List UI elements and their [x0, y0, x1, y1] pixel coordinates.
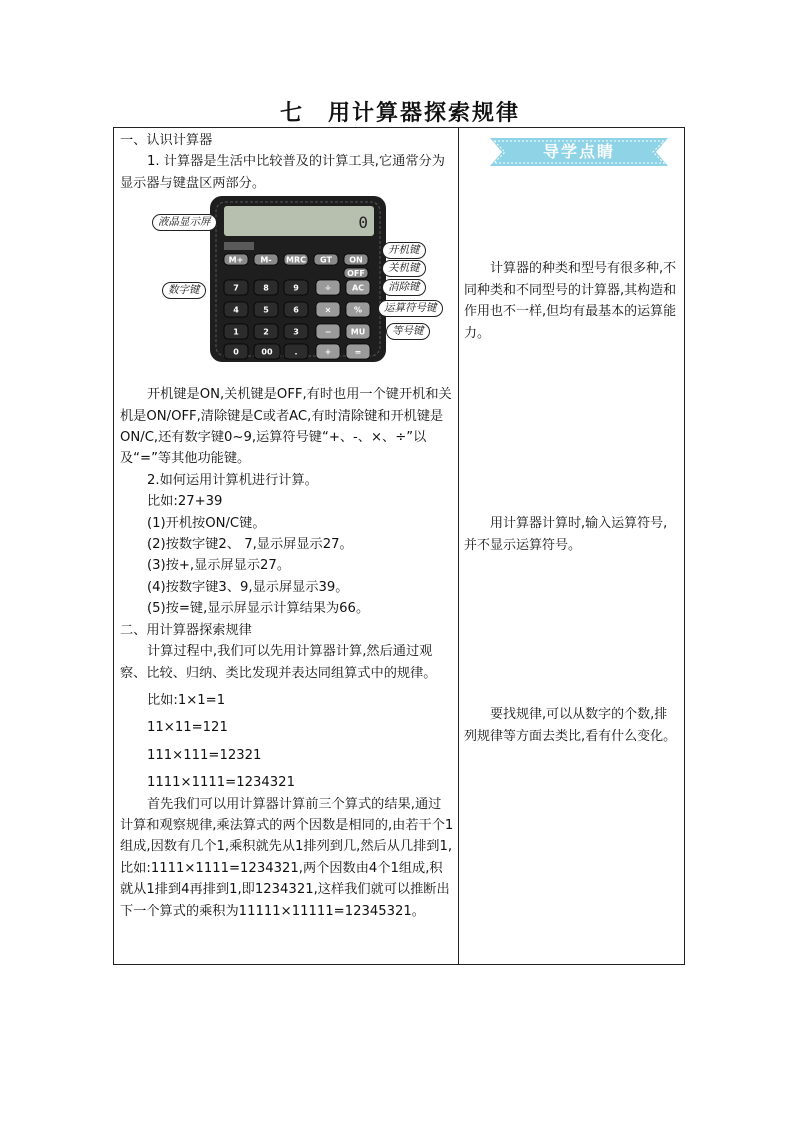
- key-2-1: [254, 324, 278, 339]
- svg-text:×: ×: [324, 305, 332, 315]
- svg-text:GT: GT: [320, 255, 332, 265]
- key-2-3: [316, 324, 340, 339]
- svg-text:%: %: [353, 305, 363, 315]
- svg-text:−: −: [324, 327, 332, 337]
- column-divider: [458, 128, 459, 964]
- banner-title: 导学点睛: [542, 142, 615, 161]
- section2-heading: 二、用计算器探索规律: [120, 622, 252, 638]
- svg-text:MU: MU: [350, 327, 366, 337]
- key-2-4: [346, 324, 370, 339]
- callout-equals: 等号键: [386, 323, 430, 340]
- step-4: (4)按数字键3、9,显示屏显示39。: [147, 579, 349, 595]
- page-title: 七 用计算器探索规律: [279, 101, 520, 126]
- step-1: (1)开机按ON/C键。: [147, 515, 266, 531]
- svg-text:8: 8: [263, 283, 269, 293]
- svg-text:6: 6: [293, 305, 299, 315]
- key-2-0: [224, 324, 248, 339]
- key-1-4: [346, 302, 370, 317]
- key-0-4: [346, 280, 370, 295]
- note-find-pattern: 要找规律,可以从数字的个数,排列规律等方面去类比,看有什么变化。: [464, 707, 677, 744]
- svg-text:M+: M+: [228, 255, 244, 265]
- section1-heading: 一、认识计算器: [120, 133, 213, 148]
- note-operator-display: 用计算器计算时,输入运算符号,并不显示运算符号。: [464, 516, 668, 553]
- note-calculator-types: 计算器的种类和型号有很多种,不同种类和不同型号的计算器,其构造和作用也不一样,但均有最基本的运算能力。: [464, 261, 677, 341]
- svg-text:1: 1: [233, 327, 239, 337]
- step-5: (5)按=键,显示屏显示计算结果为66。: [147, 601, 370, 617]
- display-value: 0: [358, 213, 368, 233]
- svg-text:4: 4: [233, 305, 239, 315]
- svg-text:+: +: [324, 347, 332, 357]
- keys-description: 开机键是ON,关机键是OFF,有时也用一个键开机和关机是ON/OFF,清除键是C或者AC,有时清除键和开机键是ON/C,还有数字键0~9,运算符号键“+、-、×、÷”以及“=”等其他功能键。: [120, 387, 452, 467]
- calculator-figure: [120, 196, 454, 374]
- svg-text:3: 3: [293, 327, 299, 337]
- svg-text:AC: AC: [351, 283, 365, 293]
- key-3-0: [224, 344, 248, 359]
- how-title: 2.如何运用计算机进行计算。: [147, 472, 318, 488]
- example-equation: 比如:1×1=1: [147, 692, 226, 708]
- key-1-2: [284, 302, 308, 317]
- key-top-4: [344, 254, 368, 265]
- main-column: [120, 130, 454, 922]
- svg-text:M-: M-: [260, 255, 272, 265]
- calculator-display: [224, 206, 374, 236]
- step-2: (2)按数字键2、 7,显示屏显示27。: [147, 537, 353, 553]
- svg-text:0: 0: [233, 347, 239, 357]
- key-1-0: [224, 302, 248, 317]
- equation-1: 11×11=121: [147, 720, 228, 736]
- callout-clear: 消除键: [382, 279, 426, 296]
- key-1-3: [316, 302, 340, 317]
- key-3-4: [346, 344, 370, 359]
- key-1-1: [254, 302, 278, 317]
- svg-text:2: 2: [263, 327, 269, 337]
- step-3: (3)按+,显示屏显示27。: [147, 558, 291, 574]
- svg-text:=: =: [354, 347, 362, 357]
- svg-text:ON: ON: [349, 255, 363, 265]
- callout-display: 液晶显示屏: [152, 214, 217, 231]
- key-3-2: [284, 344, 308, 359]
- key-0-3: [316, 280, 340, 295]
- svg-text:MRC: MRC: [286, 255, 306, 265]
- section1-intro: 1. 计算器是生活中比较普及的计算工具,它通常分为显示器与键盘区两部分。: [120, 154, 445, 191]
- svg-text:÷: ÷: [324, 283, 332, 293]
- content-table: [113, 127, 685, 965]
- callout-digits: 数字键: [162, 282, 206, 299]
- svg-text:00: 00: [261, 347, 273, 357]
- equation-2: 111×111=12321: [147, 747, 262, 763]
- explanation: 首先我们可以用计算器计算前三个算式的结果,通过计算和观察规律,乘法算式的两个因数是相同的,由若干个1组成,因数有几个1,乘积就先从1排列到几,然后从几排到1,比如:1111×1111=1234321,两个因数由4个1组成,积就从1排到4再排到1,即1234321,这样我们就可以推断出下一个算式的乘积为11111×11111=12345321。: [120, 796, 454, 919]
- svg-text:.: .: [294, 347, 298, 357]
- guide-banner: [490, 136, 668, 168]
- callout-off: 关机键: [382, 260, 426, 277]
- key-0-2: [284, 280, 308, 295]
- key-top-1: [254, 254, 278, 265]
- key-0-0: [224, 280, 248, 295]
- key-3-1: [254, 344, 280, 359]
- section2-intro: 计算过程中,我们可以先用计算器计算,然后通过观察、比较、归纳、类比发现并表达同组算式中的规律。: [120, 644, 437, 681]
- key-top-2: [284, 254, 308, 265]
- key-top-0: [224, 254, 248, 265]
- callout-ops: 运算符号键: [378, 300, 443, 317]
- callout-on: 开机键: [382, 242, 426, 259]
- equation-3: 1111×1111=1234321: [147, 775, 295, 791]
- key-0-1: [254, 280, 278, 295]
- svg-text:5: 5: [263, 305, 269, 315]
- svg-text:9: 9: [293, 283, 299, 293]
- key-2-2: [284, 324, 308, 339]
- key-top-3: [314, 254, 338, 265]
- key-off: [344, 268, 368, 278]
- example-line: 比如:27+39: [147, 494, 223, 510]
- svg-text:OFF: OFF: [347, 269, 365, 279]
- key-3-3: [316, 344, 340, 359]
- svg-text:7: 7: [233, 283, 239, 293]
